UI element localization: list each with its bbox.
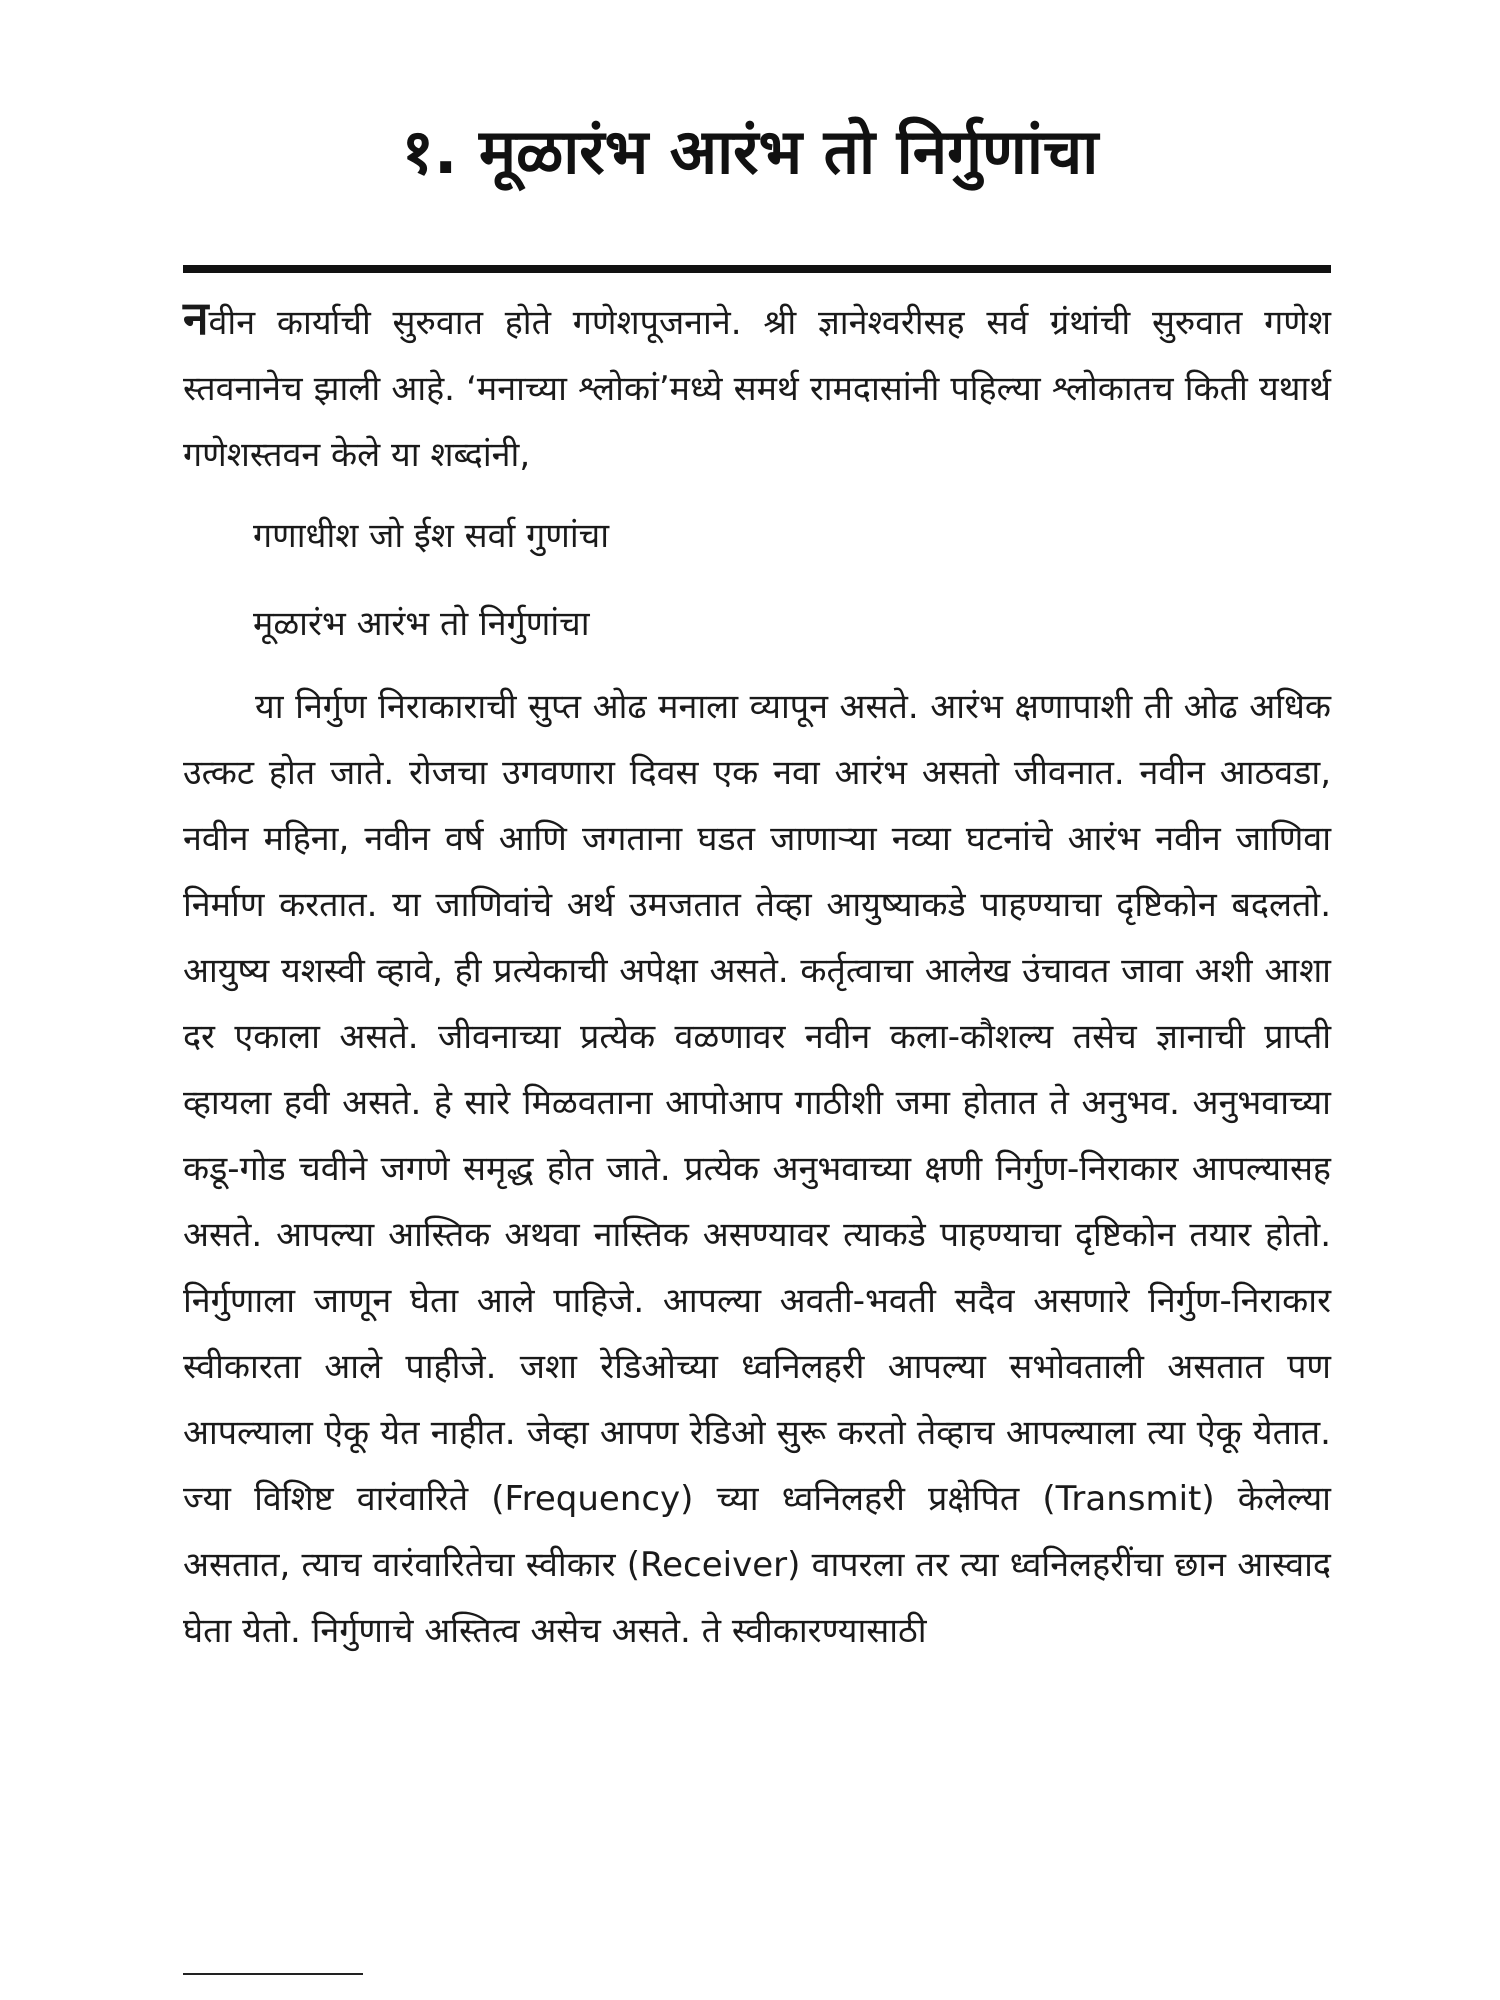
- drop-letter: न: [183, 291, 209, 345]
- verse-line-2: मूळारंभ आरंभ तो निर्गुणांचा: [253, 604, 590, 644]
- chapter-title: १. मूळारंभ आरंभ तो निर्गुणांचा: [401, 115, 1099, 188]
- intro-paragraph-text: वीन कार्याची सुरुवात होते गणेशपूजनाने. श्री ज्ञानेश्वरीसह सर्व ग्रंथांची सुरुवात गणेश स्तवनानेच झाली आहे. ‘मनाच्या श्लोकां’मध्ये समर्थ रामदासांनी पहिल्या श्लोकातच किती यथार्थ गणेशस्तवन केले या शब्दांनी,: [183, 303, 1331, 475]
- main-paragraph-text: या निर्गुण निराकाराची सुप्त ओढ मनाला व्यापून असते. आरंभ क्षणापाशी ती ओढ अधिक उत्कट होत जाते. रोजचा उगवणारा दिवस एक नवा आरंभ असतो जीवनात. नवीन आठवडा, नवीन महिना, नवीन वर्ष आणि जगताना घडत जाणाऱ्या नव्या घटनांचे आरंभ नवीन जाणिवा निर्माण करतात. या जाणिवांचे अर्थ उमजतात तेव्हा आयुष्याकडे पाहण्याचा दृष्टिकोन बदलतो. आयुष्य यशस्वी व्हावे, ही प्रत्येकाची अपेक्षा असते. कर्तृत्वाचा आलेख उंचावत जावा अशी आशा दर एकाला असते. जीवनाच्या प्रत्येक वळणावर नवीन कला-कौशल्य तसेच ज्ञानाची प्राप्ती व्हायला हवी असते. हे सारे मिळवताना आपोआप गाठीशी जमा होतात ते अनुभव. अनुभवाच्या कडू-गोड चवीने जगणे समृद्ध होत जाते. प्रत्येक अनुभवाच्या क्षणी निर्गुण-निराकार आपल्यासह असते. आपल्या आस्तिक अथवा नास्तिक असण्यावर त्याकडे पाहण्याचा दृष्टिकोन तयार होतो. निर्गुणाला जाणून घेता आले पाहिजे. आपल्या अवती-भवती सदैव असणारे निर्गुण-निराकार स्वीकारता आले पाहीजे. जशा रेडिओच्या ध्वनिलहरी आपल्या सभोवताली असतात पण आपल्याला ऐकू येत नाहीत. जेव्हा आपण रेडिओ सुरू करतो तेव्हाच आपल्याला त्या ऐकू येतात. ज्या विशिष्ट वारंवारिते (Frequency) च्या ध्वनिलहरी प्रक्षेपित (Transmit) केलेल्या असतात, त्याच वारंवारितेचा स्वीकार (Receiver) वापरला तर त्या ध्वनिलहरींचा छान आस्वाद घेता येतो. निर्गुणाचे अस्तित्व असेच असते. ते स्वीकारण्यासाठी: [183, 687, 1331, 1651]
- title-divider: [183, 265, 1331, 273]
- intro-paragraph: [183, 285, 1331, 488]
- verse-block: [183, 492, 1331, 668]
- main-paragraph: [183, 674, 1331, 1664]
- body-text: [183, 285, 1331, 1664]
- footnote-rule: [183, 1973, 363, 1975]
- verse-line-1: गणाधीश जो ईश सर्वा गुणांचा: [253, 516, 610, 556]
